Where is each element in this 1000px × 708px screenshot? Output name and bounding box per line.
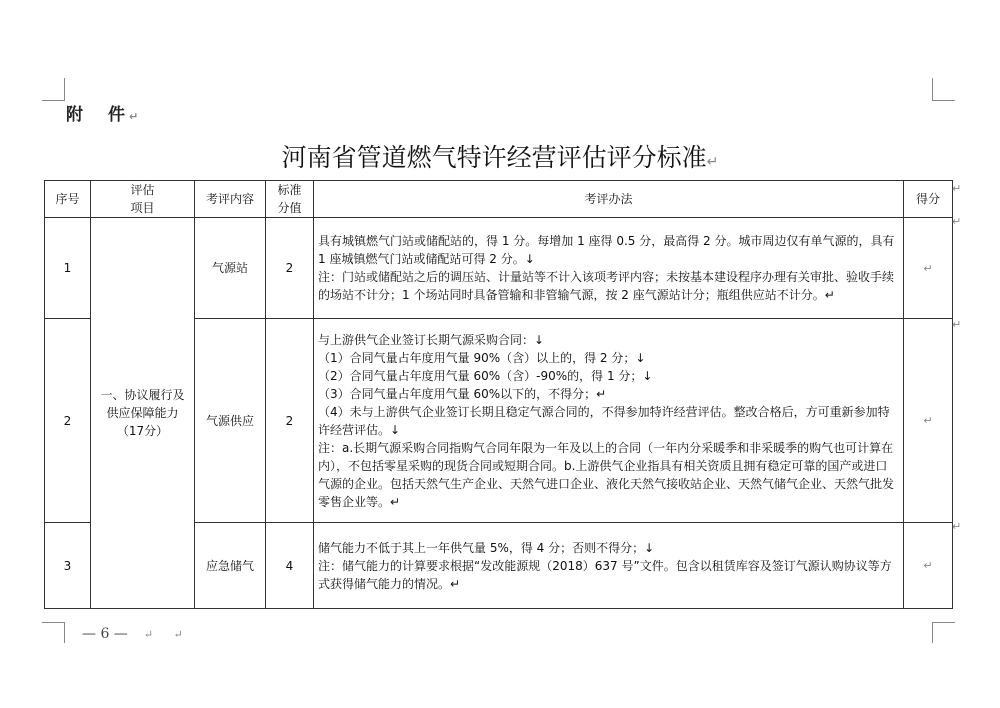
row-result: ↵ — [904, 218, 953, 319]
row-score: 2 — [266, 319, 314, 523]
row-content: 气源供应 — [195, 319, 266, 523]
header-method: 考评办法 — [314, 181, 904, 218]
item-group-cell: 一、协议履行及供应保障能力（17分） — [91, 218, 195, 609]
attachment-label: 附 件↵ — [66, 105, 143, 125]
row-result: ↵ — [904, 523, 953, 609]
row-score: 4 — [266, 523, 314, 609]
paragraph-mark-icon: ↵ — [173, 628, 183, 641]
scoring-table — [44, 180, 953, 609]
row-no: 3 — [45, 523, 91, 609]
row-end-mark-icon: ↵ — [952, 318, 962, 331]
header-no: 序号 — [45, 181, 91, 218]
row-result: ↵ — [904, 319, 953, 523]
row-end-mark-icon: ↵ — [952, 182, 962, 195]
row-end-mark-icon: ↵ — [952, 215, 962, 228]
crop-mark-bottom-left — [42, 622, 65, 643]
row-score: 2 — [266, 218, 314, 319]
row-method: 储气能力不低于其上一年供气量 5%，得 4 分；否则不得分；↓ 注：储气能力的计算要求根据“发改能源规（2018）637 号”文件。包含以租赁库容及签订气源认购协议等方式获得储气能力的情况。↵ — [314, 523, 904, 609]
paragraph-mark-icon: ↵ — [706, 154, 719, 170]
table-header-row — [45, 181, 953, 218]
header-score: 标准 分值 — [266, 181, 314, 218]
page-number: — 6 — — [82, 626, 128, 642]
row-content: 气源站 — [195, 218, 266, 319]
row-end-mark-icon: ↵ — [952, 520, 962, 533]
row-method: 与上游供气企业签订长期气源采购合同：↓ （1）合同气量占年度用气量 90%（含）以上的，得 2 分；↓ （2）合同气量占年度用气量 60%（含）-90%的，得 1 分；↓ （3）合同气量占年度用气量 60%以下的，不得分；↵ （4）未与上游供气企业签订长期且稳定气源合同的，不得参加特许经营评估。整改合格后，方可重新参加特许经营评估。↓ 注：a.长期气源采购合同指购气合同年限为一年及以上的合同（一年内分采暖季和非采暖季的购气也可计算在内），不包括零星采购的现货合同或短期合同。b.上游供气企业指具有相关资质且拥有稳定可靠的国产或进口气源的企业。包括天然气生产企业、天然气进口企业、液化天然气接收站企业、天然气储气企业、天然气批发零售企业等。↵ — [314, 319, 904, 523]
crop-mark-top-right — [932, 78, 955, 101]
page-footer: — 6 — ↵ ↵ — [82, 626, 183, 642]
header-content: 考评内容 — [195, 181, 266, 218]
crop-mark-bottom-right — [932, 622, 955, 643]
header-result: 得分 — [904, 181, 953, 218]
crop-mark-top-left — [42, 78, 65, 101]
paragraph-mark-icon: ↵ — [129, 110, 143, 123]
table-row — [45, 218, 953, 319]
row-no: 2 — [45, 319, 91, 523]
document-title: 河南省管道燃气特许经营评估评分标准↵ — [281, 143, 719, 172]
row-method: 具有城镇燃气门站或储配站的，得 1 分。每增加 1 座得 0.5 分，最高得 2 分。城市周边仅有单气源的，具有 1 座城镇燃气门站或储配站可得 2 分。↓ 注：门站或储配站之后的调压站、计量站等不计入该项考评内容；未按基本建设程序办理有关审批、验收手续的场站不计分；1 个场站同时具备管输和非管输气源，按 2 座气源站计分；瓶组供应站不计分。↵ — [314, 218, 904, 319]
row-no: 1 — [45, 218, 91, 319]
row-content: 应急储气 — [195, 523, 266, 609]
header-item: 评估 项目 — [91, 181, 195, 218]
